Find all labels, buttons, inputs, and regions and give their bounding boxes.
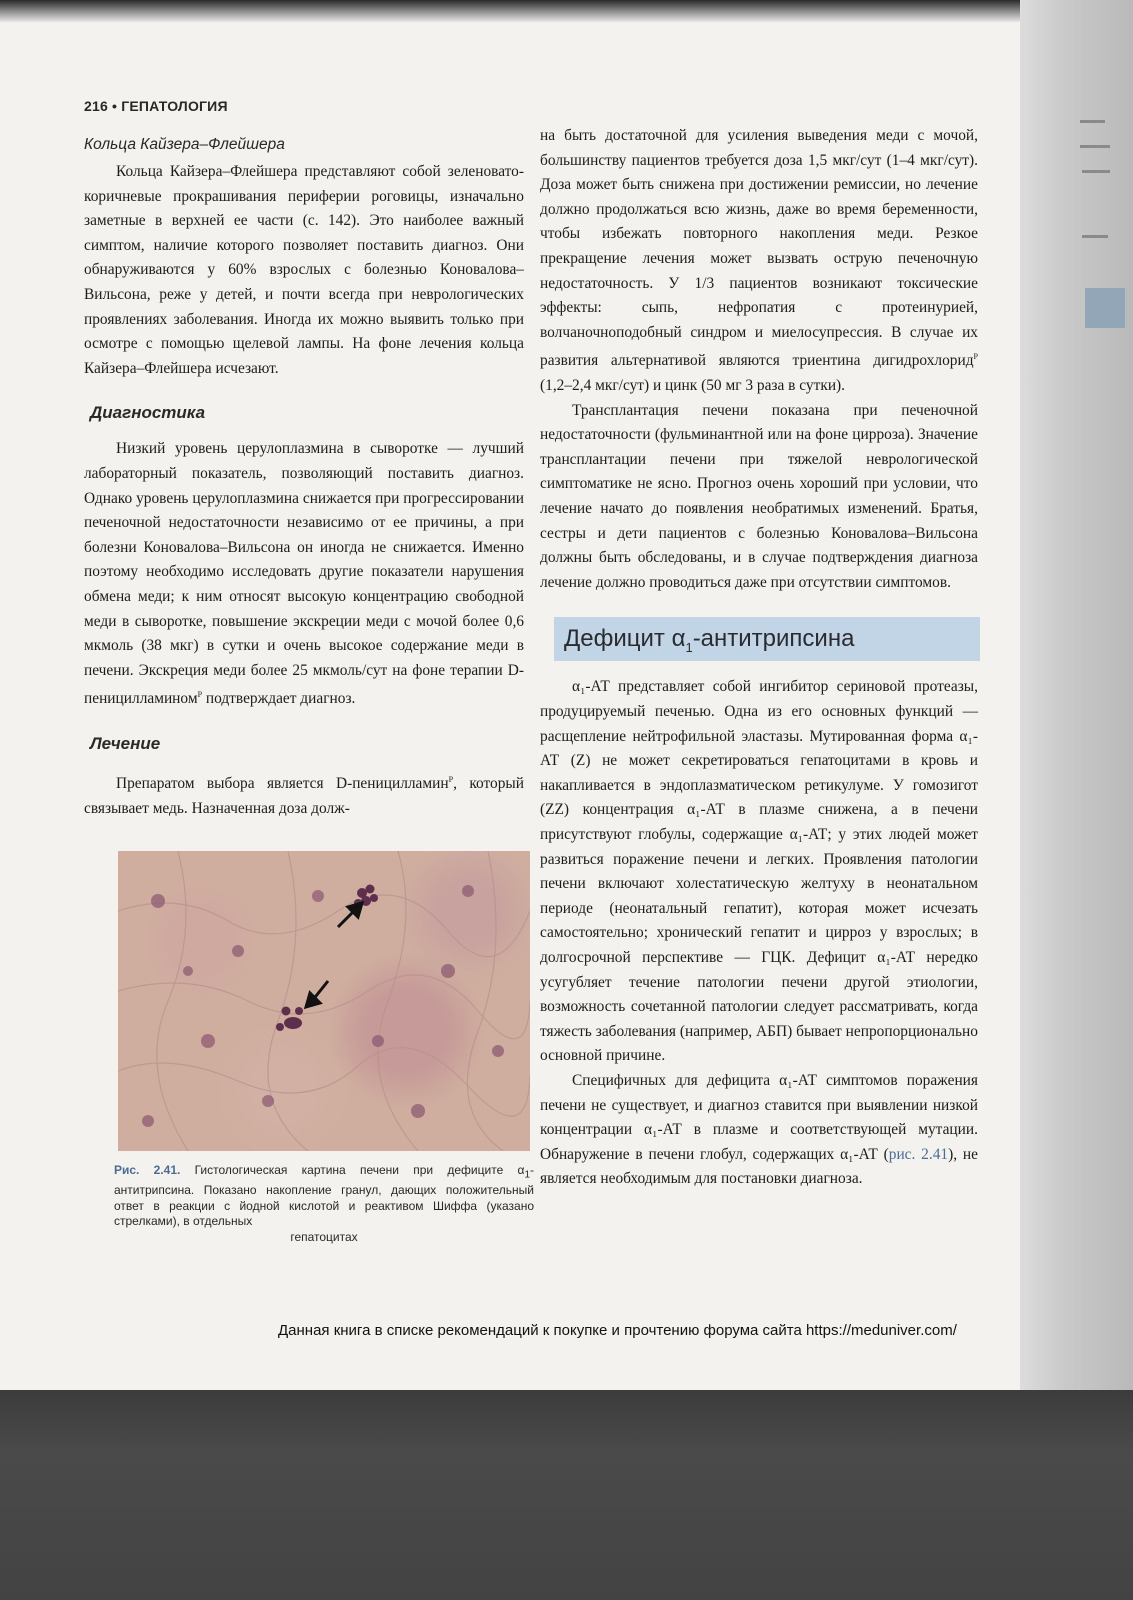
section-band-alpha1-antitrypsin: Дефицит $\alpha_1$-антитрипсина (554, 617, 980, 661)
figure-reference-link[interactable]: рис. 2.41 (888, 1145, 949, 1163)
scan-top-edge (0, 0, 1133, 22)
heading-diagnostics: Диагностика (90, 403, 206, 423)
subheading-kayser-fleischer: Кольца Кайзера–Флейшера (84, 136, 285, 153)
paragraph-treatment-continued: на быть достаточной для усиления выведения меди с мочой, большинству пациентов требуется доза 1,5 мкг/сут (1–4 мкг/сут). Доза может быть снижена при достижении ремиссии, но лечение должно продолжаться всю жизнь, даже во время беременности, чтобы избежать повторного накопления меди. Резкое прекращение лечения может вызвать острую печеночную недостаточность. У 1/3 пациентов возникают токсические эффекты: сыпь, нефропатия с протеинурией, волчаночноподобный синдром и миелосупрессия. В случае их развития альтернативой являются триентина дигидрохлорид$^P$ (1,2–2,4 мкг/сут) и цинк (50 мг 3 раза в сутки). (540, 127, 978, 395)
registered-mark: P (448, 775, 454, 784)
adjacent-page (1020, 0, 1133, 1390)
paragraph-alpha1-diagnosis: Специфичных для дефицита α₁-АТ симптомов поражения печени не существует, и диагноз ставится при выявлении низкой концентрации α₁-АТ в плазме и соответствующей мутации. Обнаружение в печени глобул, содержащих α₁-АТ (рис. 2.41), не является необходимым для постановки диагноза. (540, 1071, 978, 1188)
scan-dark-background (0, 1390, 1133, 1600)
figure-number: Рис. 2.41. (114, 1163, 181, 1178)
heading-treatment: Лечение (90, 734, 161, 753)
histology-micrograph (118, 851, 530, 1151)
registered-mark: P (973, 352, 978, 362)
paragraph-alpha1-definition: α₁-АТ представляет собой ингибитор сериновой протеазы, продуцируемый печенью. Одна из его основных функций — расщепление нейтрофильной эластазы. Мутированная форма α₁-АТ (Z) не может секретироваться гепатоцитами в кровь и накапливается в эндоплазматическом ретикулуме. У гомозигот (ZZ) концентрация α₁-АТ в плазме снижена, а в печени присутствуют глобулы, содержащие α₁-АТ; у этих людей может развиться поражение печени и легких. Проявления патологии печени включают холестатическую желтуху в неонатальном периоде (неонатальный гепатит), которая может исчезать самостоятельно; хронический гепатит и цирроз у взрослых; в долгосрочной перспективе — ГЦК. Дефицит α₁-АТ нередко усугубляет течение патологии печени другой этиологии, возможность сочетанной патологии следует рассматривать, когда тяжесть заболевания (например, АБП) бывает непропорционально основной причине. (540, 678, 978, 1065)
paragraph-treatment: Препаратом выбора является D-пеницилламин$^P$, который связывает медь. Назначенная доза долж- (84, 775, 524, 817)
running-head: 216 • ГЕПАТОЛОГИЯ (84, 98, 228, 114)
adjacent-text-fragment (1082, 170, 1110, 173)
left-column (84, 136, 534, 1245)
site-footer-note: Данная книга в списке рекомендаций к покупке и прочтению форума сайта https://meduniver.com/ (278, 1322, 957, 1339)
paragraph-kayser-fleischer: Кольца Кайзера–Флейшера представляют собой зеленовато-коричневые прокрашивания периферии роговицы, изначально заметные в верхней ее части (с. 142). Это наиболее важный симптом, наличие которого позволяет поставить диагноз. Они обнаруживаются у 60% взрослых с болезнью Коновалова–Вильсона, реже у детей, и почти всегда при неврологических проявлениях заболевания. Иногда их можно выявить только при осмотре с помощью щелевой лампы. На фоне лечения кольца Кайзера–Флейшера исчезают. (84, 163, 524, 377)
paragraph-transplantation: Трансплантация печени показана при печеночной недостаточности (фульминантной или на фоне цирроза). Значение трансплантации печени при тяжелой неврологической симптоматике не ясно. Прогноз очень хороший при условии, что лечение начато до появления необратимых изменений. Братья, сестры и дети пациентов с болезнью Коновалова–Вильсона должны быть обследованы, и в случае подтверждения диагноза лечение должно проводиться даже при отсутствии симптомов. (540, 401, 978, 591)
adjacent-text-fragment (1080, 120, 1105, 123)
right-column (540, 124, 978, 1192)
figure-caption: Рис. 2.41. Гистологическая картина печени при дефиците $\alpha_1$-антитрипсина. Показано накопление гранул, дающих положительный ответ в реакции с йодной кислотой и реактивом Шиффа (указано стрелками), в отдельных гепатоцитах (114, 1163, 534, 1244)
adjacent-page-band (1085, 288, 1125, 328)
registered-mark: P (197, 690, 203, 700)
histology-figure (118, 851, 530, 1151)
adjacent-text-fragment (1082, 235, 1108, 238)
paragraph-diagnostics: Низкий уровень церулоплазмина в сыворотке — лучший лабораторный показатель, позволяющий поставить диагноз. Однако уровень церулоплазмина снижается при прогрессировании печеночной недостаточности независимо от ее причины, а при болезни Коновалова–Вильсона он иногда не снижается. Именно поэтому необходимо исследовать другие показатели нарушения обмена меди; к ним относят высокую концентрацию свободной меди в сыворотке, повышение экскреции меди с мочой более 0,6 мкмоль (38 мкг) в сутки и очень высокое содержание меди в печени. Экскреция меди более 25 мкмоль/сут на фоне терапии D-пеницилламином$^P$ подтверждает диагноз. (84, 440, 524, 708)
adjacent-text-fragment (1080, 145, 1110, 148)
